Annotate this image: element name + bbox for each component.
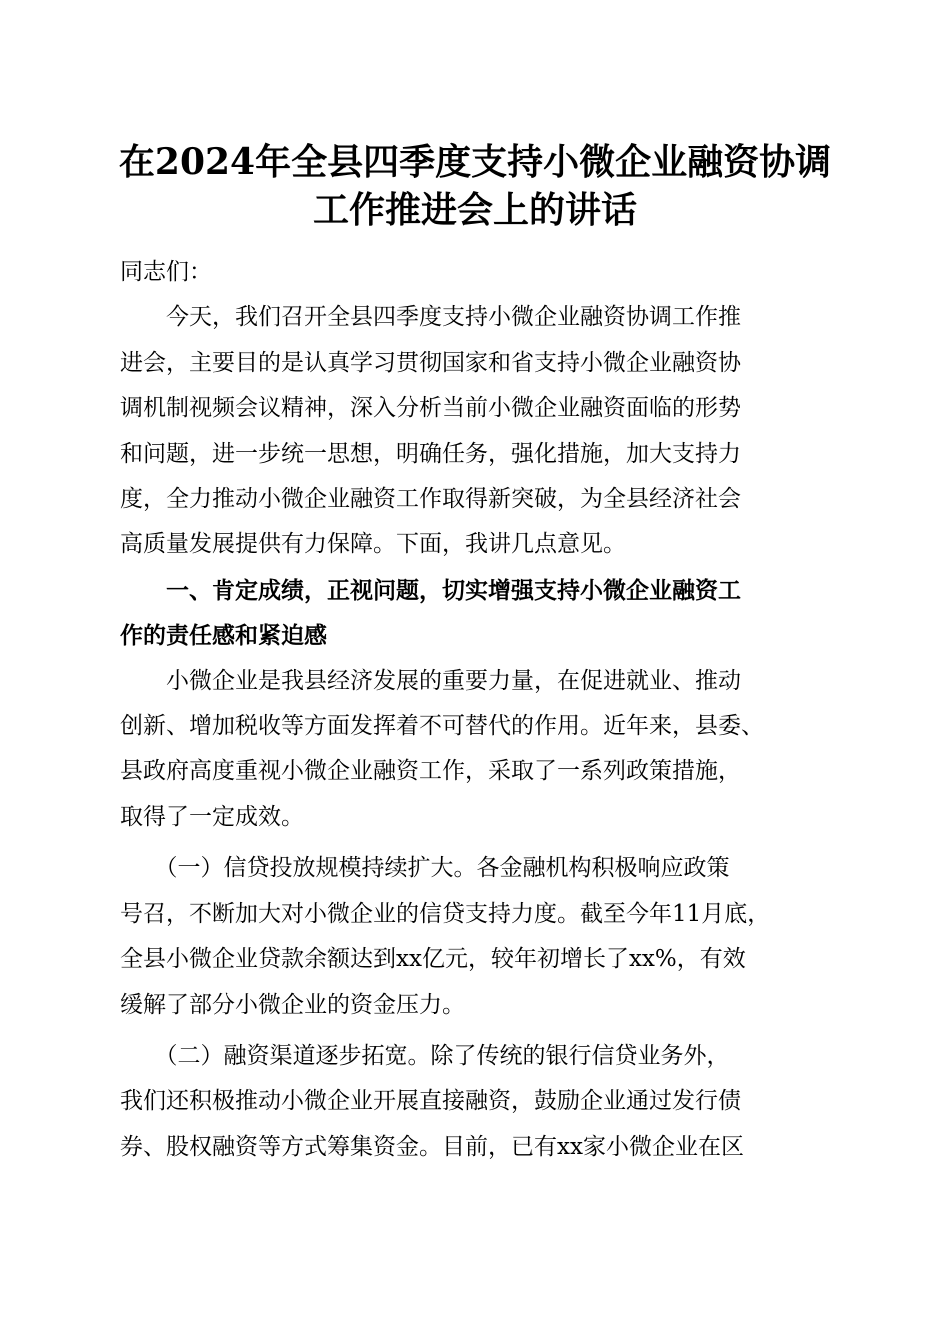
heading-line: 一、肯定成绩，正视问题，切实增强支持小微企业融资工 xyxy=(120,576,741,604)
section-1-heading xyxy=(120,568,832,659)
intro-line: 调机制视频会议精神，深入分析当前小微企业融资面临的形势 xyxy=(120,395,741,422)
title-line-2: 工作推进会上的讲话 xyxy=(312,189,637,231)
paragraph-line: （二）融资渠道逐步拓宽。除了传统的银行信贷业务外， xyxy=(120,1042,730,1069)
section-1-paragraph xyxy=(120,659,832,841)
document-title xyxy=(60,138,890,234)
item-2-paragraph xyxy=(120,1034,832,1170)
intro-line: 今天，我们召开全县四季度支持小微企业融资协调工作推 xyxy=(120,304,741,331)
paragraph-line: 县政府高度重视小微企业融资工作，采取了一系列政策措施， xyxy=(120,758,741,785)
salutation: 同志们： xyxy=(120,259,212,285)
paragraph-line: 创新、增加税收等方面发挥着不可替代的作用。近年来，县委、 xyxy=(120,713,764,740)
paragraph-line: 我们还积极推动小微企业开展直接融资，鼓励企业通过发行债 xyxy=(120,1088,741,1115)
paragraph-line: （一）信贷投放规模持续扩大。各金融机构积极响应政策 xyxy=(120,855,730,882)
paragraph-line: 小微企业是我县经济发展的重要力量，在促进就业、推动 xyxy=(120,667,741,694)
paragraph-line: 缓解了部分小微企业的资金压力。 xyxy=(120,991,465,1018)
heading-line: 作的责任感和紧迫感 xyxy=(120,622,327,650)
paragraph-line: 券、股权融资等方式筹集资金。目前，已有xx家小微企业在区 xyxy=(120,1133,744,1160)
intro-paragraph xyxy=(120,295,832,567)
paragraph-line: 取得了一定成效。 xyxy=(120,803,304,830)
paragraph-line: 号召，不断加大对小微企业的信贷支持力度。截至今年11月底， xyxy=(120,900,771,927)
intro-line: 和问题，进一步统一思想，明确任务，强化措施，加大支持力 xyxy=(120,440,741,467)
document-body xyxy=(120,250,832,1170)
intro-line: 度，全力推动小微企业融资工作取得新突破，为全县经济社会 xyxy=(120,486,741,513)
title-line-1: 在2024年全县四季度支持小微企业融资协调 xyxy=(118,141,832,183)
paragraph-line: 全县小微企业贷款余额达到xx亿元，较年初增长了xx%，有效 xyxy=(120,946,746,973)
intro-line: 进会，主要目的是认真学习贯彻国家和省支持小微企业融资协 xyxy=(120,349,741,376)
item-1-paragraph xyxy=(120,846,832,1028)
intro-line: 高质量发展提供有力保障。下面，我讲几点意见。 xyxy=(120,531,626,558)
